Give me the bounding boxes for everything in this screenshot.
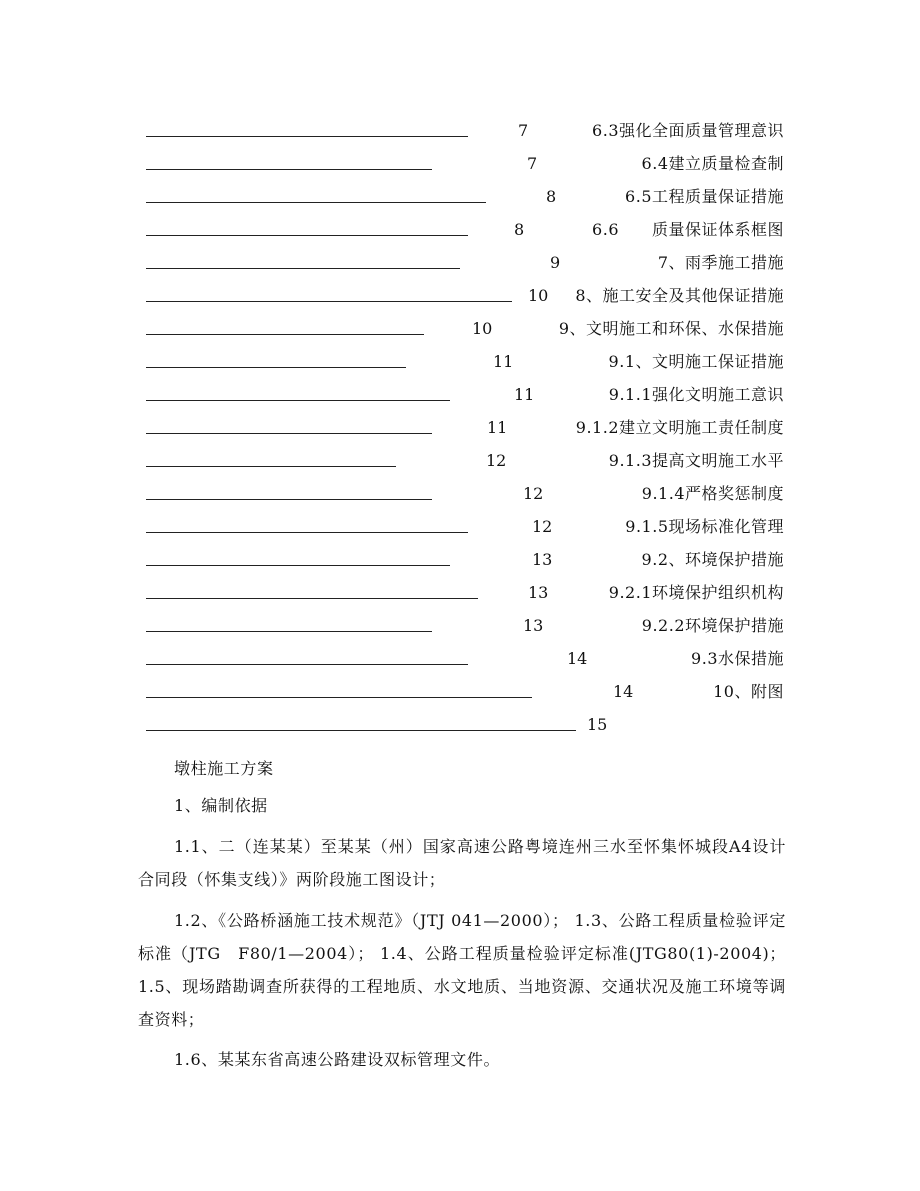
toc-title: 9.2.2环境保护措施	[641, 616, 784, 635]
toc-title: 9.1.3提高文明施工水平	[608, 451, 784, 470]
toc-entry[interactable]	[0, 349, 920, 375]
leader-line	[146, 169, 432, 170]
leader-line	[146, 499, 432, 500]
leader-line	[146, 301, 512, 302]
leader-line	[146, 136, 468, 137]
toc-entry[interactable]	[0, 118, 920, 144]
toc-title: 8、施工安全及其他保证措施	[575, 286, 784, 305]
leader-line	[146, 532, 468, 533]
toc-entry[interactable]	[0, 679, 920, 705]
toc-entry[interactable]	[0, 316, 920, 342]
toc-page-number: 13	[532, 550, 553, 569]
toc-entry[interactable]	[0, 283, 920, 309]
leader-line	[146, 268, 460, 269]
toc-title: 9.3水保措施	[691, 649, 784, 668]
toc-title: 6.6 质量保证体系框图	[592, 220, 784, 239]
toc-title: 9.2、环境保护措施	[641, 550, 784, 569]
leader-line	[146, 664, 468, 665]
toc-page-number: 7	[518, 121, 529, 140]
toc-entry[interactable]	[0, 217, 920, 243]
section-heading: 1、编制依据	[174, 796, 268, 815]
leader-line	[146, 730, 576, 731]
leader-line	[146, 466, 396, 467]
toc-page-number: 10	[472, 319, 493, 338]
toc-title: 9、文明施工和环保、水保措施	[558, 319, 784, 338]
leader-line	[146, 235, 468, 236]
toc-title: 6.3强化全面质量管理意识	[592, 121, 784, 140]
leader-line	[146, 697, 532, 698]
toc-entry[interactable]	[0, 250, 920, 276]
toc-title: 9.1.4严格奖惩制度	[641, 484, 784, 503]
toc-page-number: 8	[514, 220, 525, 239]
toc-page-number: 13	[528, 583, 549, 602]
leader-line	[146, 367, 406, 368]
toc-title: 6.4建立质量检查制	[641, 154, 784, 173]
toc-page-number: 14	[613, 682, 634, 701]
toc-title: 9.2.1环境保护组织机构	[608, 583, 784, 602]
toc-entry[interactable]	[0, 448, 920, 474]
toc-page-number: 10	[528, 286, 549, 305]
leader-line	[146, 598, 478, 599]
toc-entry[interactable]	[0, 151, 920, 177]
toc-page-number: 7	[527, 154, 538, 173]
paragraph-1-2: 1.2、《公路桥涵施工技术规范》（JTJ 041—2000）； 1.3、公路工程质量检验评定标准（JTG F80/1—2004）； 1.4、公路工程质量检验评定标准(JTG80(1)-2004)； 1.5、现场踏勘调查所获得的工程地质、水文地质、当地资源、交通状况及施工环境等调查资料；	[138, 911, 786, 1029]
toc-entry[interactable]	[0, 613, 920, 639]
toc-entry[interactable]	[0, 646, 920, 672]
toc-page-number: 8	[546, 187, 557, 206]
document-title: 墩柱施工方案	[174, 759, 274, 778]
toc-entry[interactable]	[0, 712, 920, 738]
toc-page-number: 15	[587, 715, 608, 734]
toc-page-number: 12	[486, 451, 507, 470]
toc-entry[interactable]	[0, 415, 920, 441]
toc-title: 9.1.5现场标准化管理	[625, 517, 784, 536]
paragraph-1-1: 1.1、二（连某某）至某某（州）国家高速公路粤境连州三水至怀集怀城段A4设计合同段（怀集支线）》两阶段施工图设计；	[138, 837, 786, 889]
toc-page-number: 12	[523, 484, 544, 503]
toc-entry[interactable]	[0, 382, 920, 408]
toc-page-number: 11	[493, 352, 514, 371]
leader-line	[146, 202, 486, 203]
toc-page-number: 11	[514, 385, 535, 404]
toc-entry[interactable]	[0, 547, 920, 573]
leader-line	[146, 334, 424, 335]
toc-entry[interactable]	[0, 184, 920, 210]
leader-line	[146, 400, 450, 401]
toc-title: 9.1.2建立文明施工责任制度	[575, 418, 784, 437]
toc-entry[interactable]	[0, 514, 920, 540]
toc-page-number: 14	[567, 649, 588, 668]
toc-title: 7、雨季施工措施	[657, 253, 784, 272]
toc-entry[interactable]	[0, 580, 920, 606]
toc-title: 9.1、文明施工保证措施	[608, 352, 784, 371]
leader-line	[146, 433, 432, 434]
toc-page-number: 13	[523, 616, 544, 635]
toc-title: 6.5工程质量保证措施	[625, 187, 784, 206]
leader-line	[146, 631, 432, 632]
toc-page-number: 11	[487, 418, 508, 437]
toc-title: 10、附图	[713, 682, 784, 701]
toc-entry[interactable]	[0, 481, 920, 507]
leader-line	[146, 565, 450, 566]
toc-page-number: 9	[550, 253, 561, 272]
paragraph-1-6: 1.6、某某东省高速公路建设双标管理文件。	[174, 1050, 501, 1069]
toc-title: 9.1.1强化文明施工意识	[608, 385, 784, 404]
toc-page-number: 12	[532, 517, 553, 536]
